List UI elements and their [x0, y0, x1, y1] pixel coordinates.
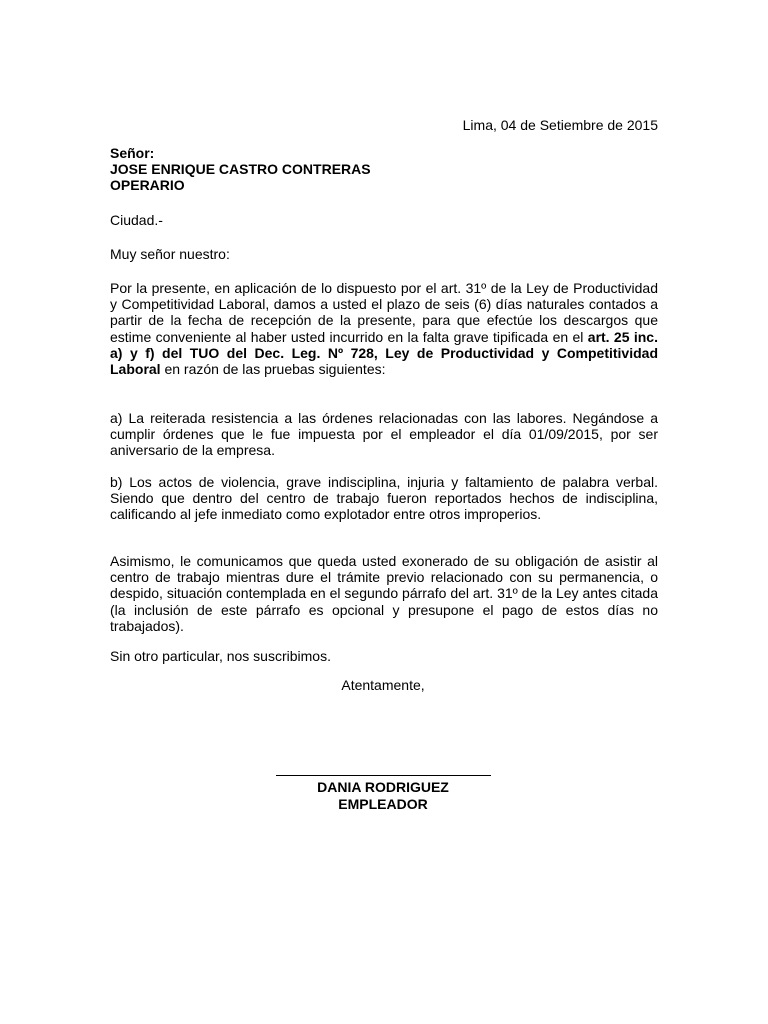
greeting: Muy señor nuestro:: [110, 246, 230, 262]
addressee-name: JOSE ENRIQUE CASTRO CONTRERAS: [110, 161, 371, 177]
paragraph-plazo-text-2: en razón de las pruebas siguientes:: [160, 361, 386, 378]
signature-name: DANIA RODRIGUEZ: [317, 779, 449, 795]
paragraph-plazo: [110, 280, 658, 377]
paragraph-exoneracion: Asimismo, le comunicamos que queda usted exonerado de su obligación de asistir al centro de trabajo mientras dure el trámite previo relacionado con su permanencia, o despido, situación contemplada en el segundo párrafo del art. 31º de la Ley antes citada (la inclusión de este párrafo es opcional y presupone el pago de estos días no trabajados).: [110, 553, 658, 634]
signature-line: [276, 775, 491, 776]
city-line: Ciudad.-: [110, 212, 163, 228]
addressee-title: Señor:: [110, 145, 155, 161]
addressee-block: [110, 145, 658, 193]
paragraph-plazo-text-1: Por la presente, en aplicación de lo dispuesto por el art. 31º de la Ley de Productividad y Competitividad Laboral, damos a usted el plazo de seis (6) días naturales contados a partir de la fecha de recepción de la presente, para que efectúe los descargos que estime conveniente al haber usted incurrido en la falta grave tipificada en el: [110, 280, 658, 345]
closing-line: Sin otro particular, nos suscribimos.: [110, 648, 331, 664]
paragraph-prueba-a: a) La reiterada resistencia a las órdenes relacionadas con las labores. Negándose a cumplir órdenes que le fue impuesta por el empleador el día 01/09/2015, por ser aniversario de la empresa.: [110, 410, 658, 459]
letter-date: Lima, 04 de Setiembre de 2015: [462, 117, 658, 133]
paragraph-prueba-b: b) Los actos de violencia, grave indisciplina, injuria y faltamiento de palabra verbal. Siendo que dentro del centro de trabajo fueron reportados hechos de indisciplina, calificando al jefe inmediato como explotador entre otros improperios.: [110, 474, 658, 523]
paragraph-plazo-legal-reference: art. 25 inc. a) y f) del TUO del Dec. Leg. Nº 728, Ley de Productividad y Competitividad Laboral: [110, 328, 658, 378]
farewell: Atentamente,: [341, 677, 425, 693]
addressee-position: OPERARIO: [110, 177, 185, 193]
signature-role: EMPLEADOR: [338, 796, 428, 812]
